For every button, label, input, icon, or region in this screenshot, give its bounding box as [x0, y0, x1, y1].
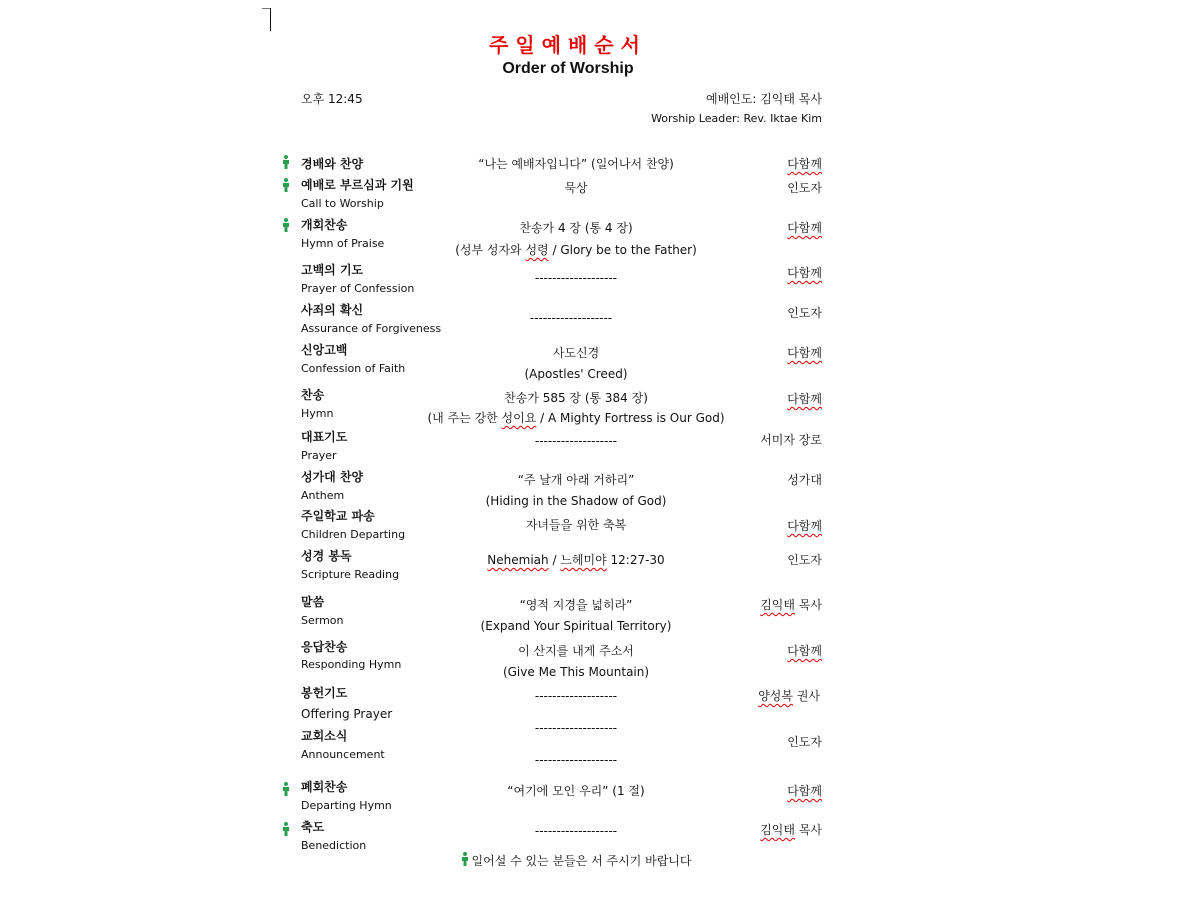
- item-name-ko: 주일학교 파송: [301, 509, 375, 523]
- item-detail: “여기에 모인 우리” (1 절): [507, 784, 645, 798]
- item-name-en: Scripture Reading: [301, 568, 400, 581]
- item-responsible: 다함께: [787, 346, 822, 360]
- item-name-en: Departing Hymn: [301, 799, 392, 812]
- item-name-en: Offering Prayer: [301, 707, 393, 721]
- item-name-en: Hymn: [301, 407, 334, 420]
- item-name-en: Prayer of Confession: [301, 282, 415, 295]
- item-name-en: Confession of Faith: [301, 362, 406, 375]
- item-responsible: 성가대: [787, 473, 822, 487]
- item-responsible: 다함께: [787, 392, 822, 406]
- item-name-en: Prayer: [301, 449, 337, 462]
- item-detail: -------------------: [534, 824, 618, 838]
- item-detail: -------------------: [534, 271, 618, 285]
- standing-note-text: 일어설 수 있는 분들은 서 주시기 바랍니다: [471, 854, 692, 868]
- item-responsible: 다함께: [787, 644, 822, 658]
- item-detail: 찬송가 4 장 (통 4 장): [519, 221, 633, 235]
- item-name-ko: 성경 봉독: [301, 549, 352, 563]
- item-name-en: Call to Worship: [301, 197, 384, 210]
- item-name-en: Children Departing: [301, 528, 406, 541]
- item-name-ko: 찬송: [301, 388, 325, 402]
- item-detail: “주 날개 아래 거하리”: [517, 473, 635, 487]
- item-name-en: Responding Hymn: [301, 658, 402, 671]
- item-name-ko: 대표기도: [301, 430, 348, 444]
- item-responsible: 인도자: [787, 553, 822, 567]
- item-name-ko: 축도: [301, 820, 325, 834]
- item-name-ko: 고백의 기도: [301, 263, 364, 277]
- item-name-ko: 사죄의 확신: [301, 303, 364, 317]
- item-detail: 찬송가 585 장 (통 384 장): [504, 391, 648, 405]
- item-detail: -------------------: [529, 311, 613, 325]
- standing-person-icon: [282, 822, 290, 836]
- item-name-ko: 봉헌기도: [301, 686, 348, 700]
- item-name-ko: 신앙고백: [301, 343, 348, 357]
- standing-person-icon: [282, 782, 290, 796]
- item-detail: 사도신경: [552, 346, 600, 360]
- item-detail: Nehemiah / 느헤미야 12:27-30: [487, 553, 665, 567]
- item-name-en: Anthem: [301, 489, 345, 502]
- item-name-en: Sermon: [301, 614, 344, 627]
- item-name-ko: 경배와 찬양: [301, 157, 364, 171]
- item-name-ko: 교회소식: [301, 729, 348, 743]
- item-responsible: 인도자: [787, 735, 822, 749]
- item-name-ko: 응답찬송: [301, 640, 348, 654]
- item-name-en: Hymn of Praise: [301, 237, 385, 250]
- item-detail-en: (Give Me This Mountain): [502, 665, 650, 679]
- item-detail-2: -------------------: [534, 721, 618, 735]
- item-detail-en: (내 주는 강한 성이요 / A Mighty Fortress is Our God): [427, 411, 725, 425]
- item-responsible: 서미자 장로: [760, 433, 822, 447]
- item-detail: 자녀들을 위한 축복: [525, 518, 627, 532]
- item-detail-en: (Apostles' Creed): [524, 367, 628, 381]
- item-detail-en: (Hiding in the Shadow of God): [485, 494, 667, 508]
- item-detail: “영적 지경을 넓히라”: [519, 598, 633, 612]
- item-name-en: Assurance of Forgiveness: [301, 322, 442, 335]
- item-responsible: 다함께: [787, 266, 822, 280]
- worship-leader-en: Worship Leader: Rev. Iktae Kim: [651, 112, 822, 125]
- item-detail: 이 산지를 내게 주소서: [518, 644, 634, 658]
- standing-person-icon: [282, 155, 290, 169]
- item-name-ko: 말씀: [301, 595, 325, 609]
- item-name-en: Announcement: [301, 748, 385, 761]
- item-detail: -------------------: [534, 753, 618, 767]
- standing-note: [0, 852, 1152, 869]
- item-responsible: 김익태 목사: [760, 823, 822, 837]
- item-responsible: 김익태 목사: [760, 598, 822, 612]
- standing-person-icon: [282, 178, 290, 192]
- item-name-ko: 개회찬송: [301, 218, 348, 232]
- service-time: 오후 12:45: [301, 92, 363, 106]
- text-cursor: [262, 8, 271, 31]
- item-responsible: 인도자: [787, 181, 822, 195]
- item-responsible: 다함께: [787, 519, 822, 533]
- item-responsible: 다함께: [787, 784, 822, 798]
- item-responsible: 인도자: [787, 306, 822, 320]
- item-name-en: Benediction: [301, 839, 367, 852]
- standing-person-icon: [461, 852, 469, 869]
- item-name-ko: 성가대 찬양: [301, 470, 364, 484]
- item-responsible: 다함께: [787, 157, 822, 171]
- item-name-ko: 예배로 부르심과 기원: [301, 178, 414, 192]
- item-detail-en: (Expand Your Spiritual Territory): [480, 619, 672, 633]
- item-detail-en: (성부 성자와 성령 / Glory be to the Father): [455, 243, 697, 257]
- item-responsible: 다함께: [787, 221, 822, 235]
- item-detail: 묵상: [564, 181, 588, 195]
- item-name-ko: 폐회찬송: [301, 780, 348, 794]
- item-detail: -------------------: [534, 689, 618, 703]
- worship-leader-ko: 예배인도: 김익태 목사: [705, 92, 822, 106]
- page-title: 주일예배순서: [489, 33, 647, 57]
- item-responsible: 양성복 권사: [758, 689, 820, 703]
- page-subtitle: Order of Worship: [502, 60, 634, 77]
- item-detail: -------------------: [534, 434, 618, 448]
- standing-person-icon: [282, 218, 290, 232]
- item-detail: “나는 예배자입니다” (일어나서 찬양): [478, 157, 674, 171]
